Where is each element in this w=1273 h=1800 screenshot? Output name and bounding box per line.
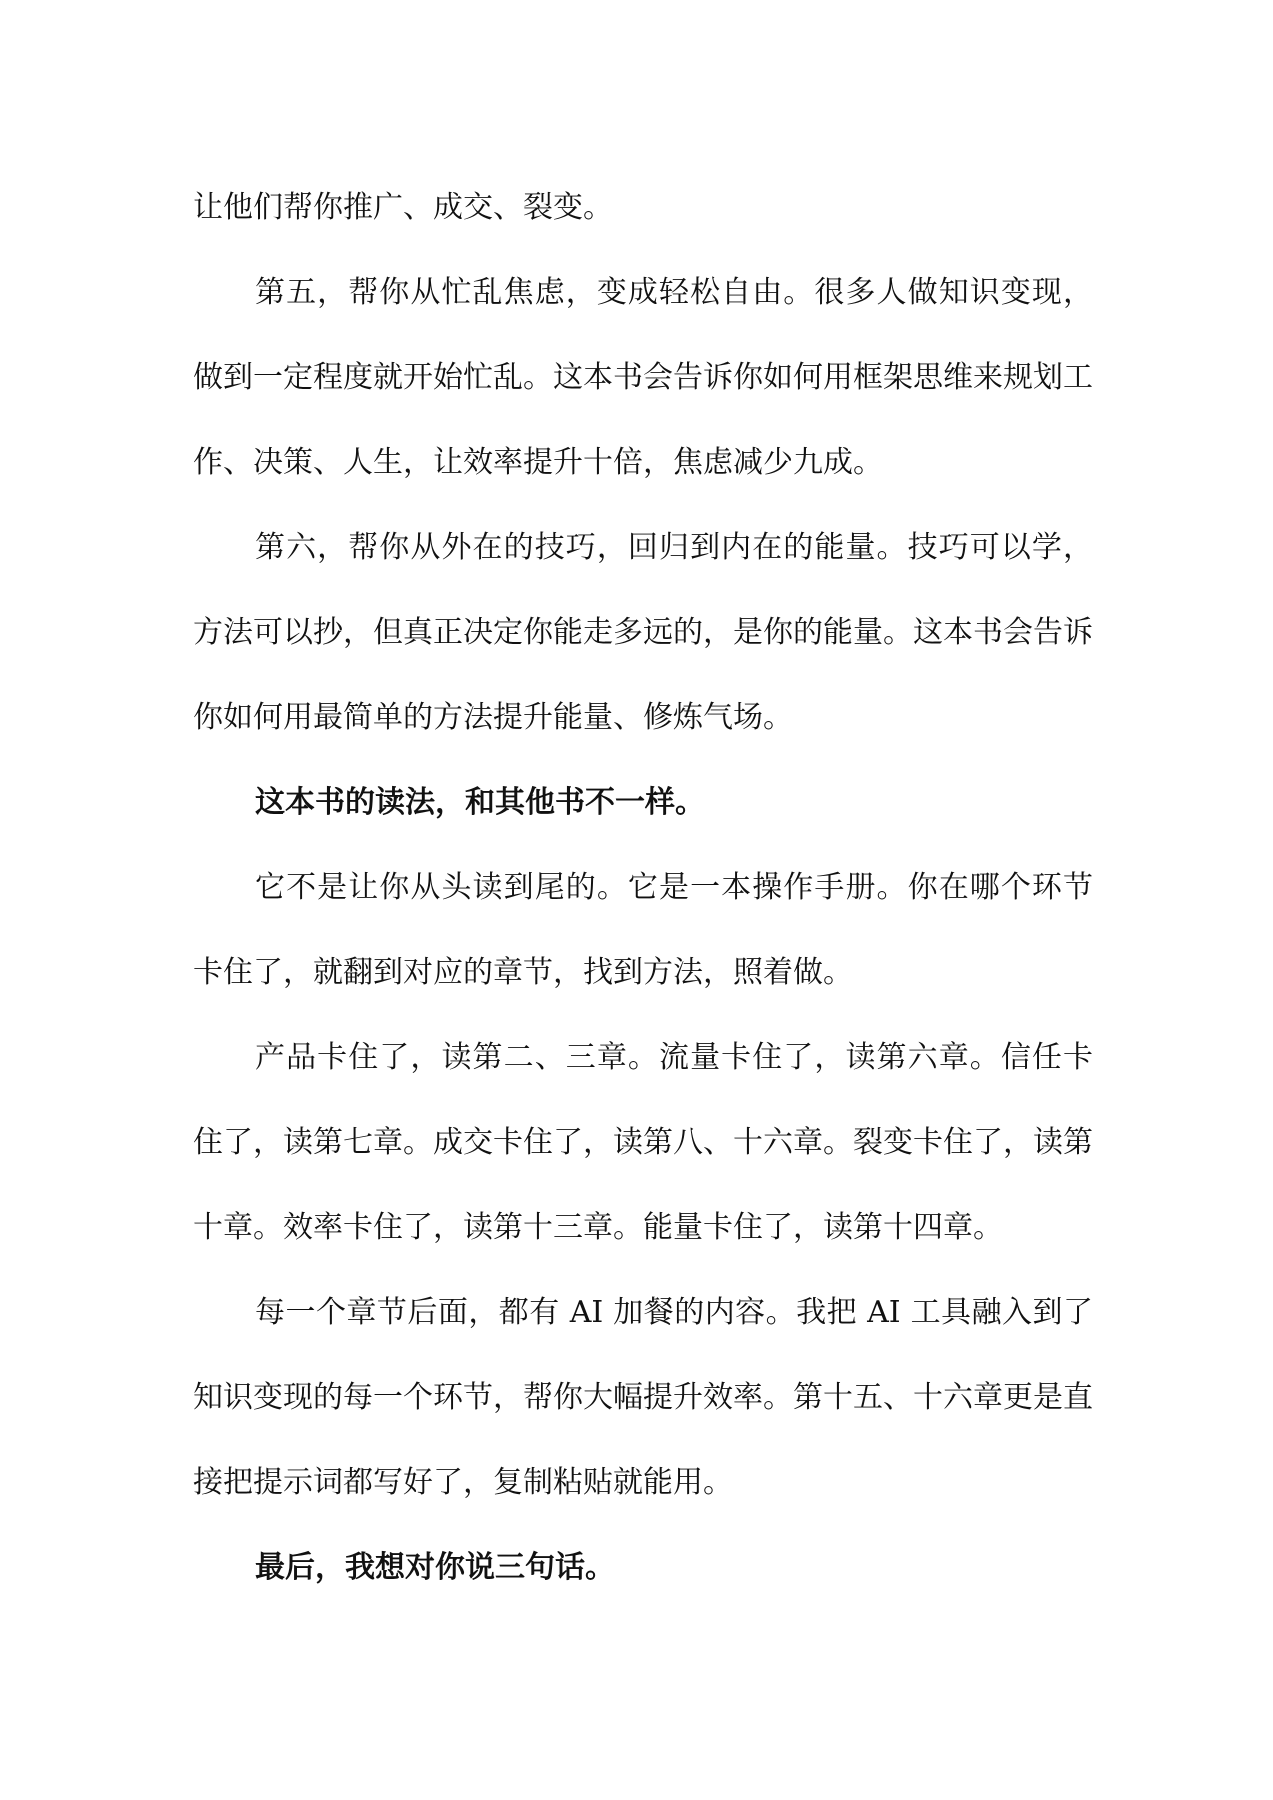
- paragraph-manual: 它不是让你从头读到尾的。它是一本操作手册。你在哪个环节卡住了，就翻到对应的章节，找到方法，照着做。: [193, 870, 1093, 990]
- heading-closing: 最后，我想对你说三句话。: [255, 1550, 615, 1585]
- paragraph-sixth-point: 第六，帮你从外在的技巧，回归到内在的能量。技巧可以学，方法可以抄，但真正决定你能走多远的，是你的能量。这本书会告诉你如何用最简单的方法提升能量、修炼气场。: [193, 530, 1093, 735]
- paragraph-continuation: 让他们帮你推广、成交、裂变。: [193, 190, 613, 225]
- paragraph-chapter-guide: 产品卡住了，读第二、三章。流量卡住了，读第六章。信任卡住了，读第七章。成交卡住了，读第八、十六章。裂变卡住了，读第十章。效率卡住了，读第十三章。能量卡住了，读第十四章。: [193, 1040, 1093, 1245]
- heading-reading-method: 这本书的读法，和其他书不一样。: [255, 785, 705, 820]
- body-text: [193, 165, 1093, 1610]
- paragraph-fifth-point: 第五，帮你从忙乱焦虑，变成轻松自由。很多人做知识变现，做到一定程度就开始忙乱。这本书会告诉你如何用框架思维来规划工作、决策、人生，让效率提升十倍，焦虑减少九成。: [193, 275, 1093, 480]
- paragraph-ai-bonus: 每一个章节后面，都有 AI 加餐的内容。我把 AI 工具融入到了知识变现的每一个环节，帮你大幅提升效率。第十五、十六章更是直接把提示词都写好了，复制粘贴就能用。: [193, 1295, 1093, 1500]
